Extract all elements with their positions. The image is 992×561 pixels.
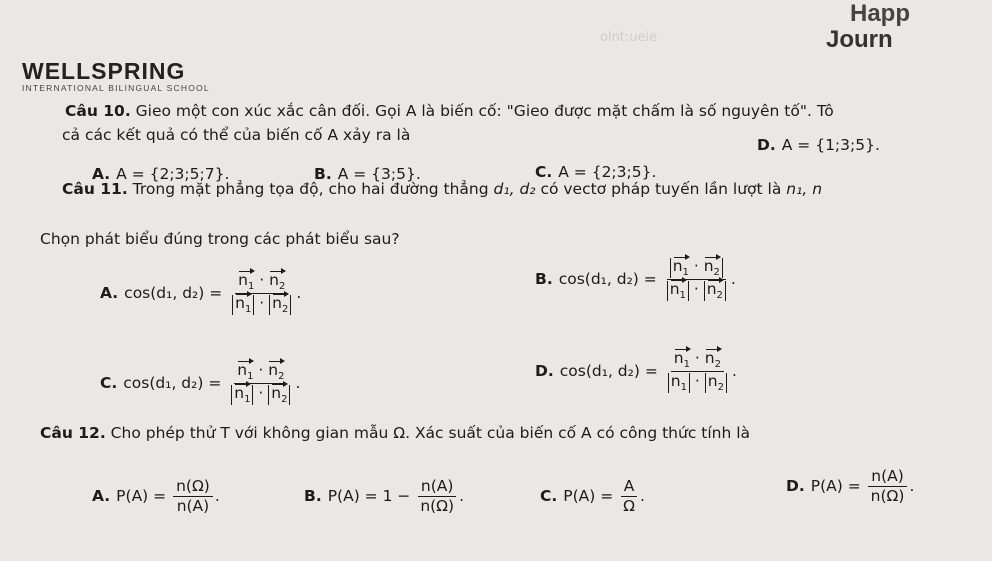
q12-option-a: A. P(A) = $\frac{n(\Omega)}{n(A)}$ . xyxy=(92,477,220,516)
question-label: Câu 12. xyxy=(40,424,106,442)
question-12 xyxy=(40,424,750,442)
watermark-text: olnt:ueie xyxy=(600,30,658,45)
question-label: Câu 11. xyxy=(62,180,128,198)
q11-option-d: D. cos(d₁, d₂) = $\frac{n_1 \cdot n_2}{n_1 \cdot n_2}$ . xyxy=(535,349,737,394)
question-11 xyxy=(62,180,822,198)
q11-option-b: B. cos(d₁, d₂) = $\frac{n_1 \cdot n_2}{n_1 \cdot n_2}$ . xyxy=(535,257,736,302)
q12-option-c: C. P(A) = $\frac{A}{\Omega}$ . xyxy=(540,477,645,516)
q10-option-a: A. A = {2;3;5;7}. xyxy=(92,165,230,183)
question-text: Trong mặt phẳng tọa độ, cho hai đường thẳng xyxy=(132,180,489,198)
q10-option-b: B. A = {3;5}. xyxy=(314,165,421,183)
question-text: Cho phép thử T với không gian mẫu Ω. Xác suất của biến cố A có công thức tính là xyxy=(110,424,751,442)
question-text-after: có vectơ pháp tuyến lần lượt là xyxy=(540,180,782,198)
question-10-line2: cả các kết quả có thể của biến cố A xảy ra là xyxy=(62,126,411,144)
school-logo: WELLSPRING xyxy=(22,58,186,84)
brand-text-line2: Journ xyxy=(826,26,893,53)
normal-vectors: n₁, n xyxy=(786,180,823,198)
q10-option-c: C. A = {2;3;5}. xyxy=(535,163,657,181)
line-variables: d₁, d₂ xyxy=(493,180,536,198)
question-10 xyxy=(65,102,834,120)
question-11-line2: Chọn phát biểu đúng trong các phát biểu sau? xyxy=(40,230,400,248)
q12-option-d: D. P(A) = $\frac{n(A)}{n(\Omega)}$ . xyxy=(786,467,915,506)
question-label: Câu 10. xyxy=(65,102,131,120)
brand-text-line1: Happ xyxy=(850,0,910,27)
school-subtitle: INTERNATIONAL BILINGUAL SCHOOL xyxy=(22,83,210,93)
q11-option-a: A. cos(d₁, d₂) = $\frac{n_1 \cdot n_2}{n_1 \cdot n_2}$ . xyxy=(100,271,302,316)
q12-option-b: B. P(A) = 1 − $\frac{n(A)}{n(\Omega)}$ . xyxy=(304,477,465,516)
q11-option-c: C. cos(d₁, d₂) = $\frac{n_1 \cdot n_2}{n_1 \cdot n_2}$ . xyxy=(100,361,301,406)
q10-option-d: D. A = {1;3;5}. xyxy=(757,136,880,154)
question-text: Gieo một con xúc xắc cân đối. Gọi A là biến cố: "Gieo được mặt chấm là số nguyên tố". Tô xyxy=(135,102,834,120)
